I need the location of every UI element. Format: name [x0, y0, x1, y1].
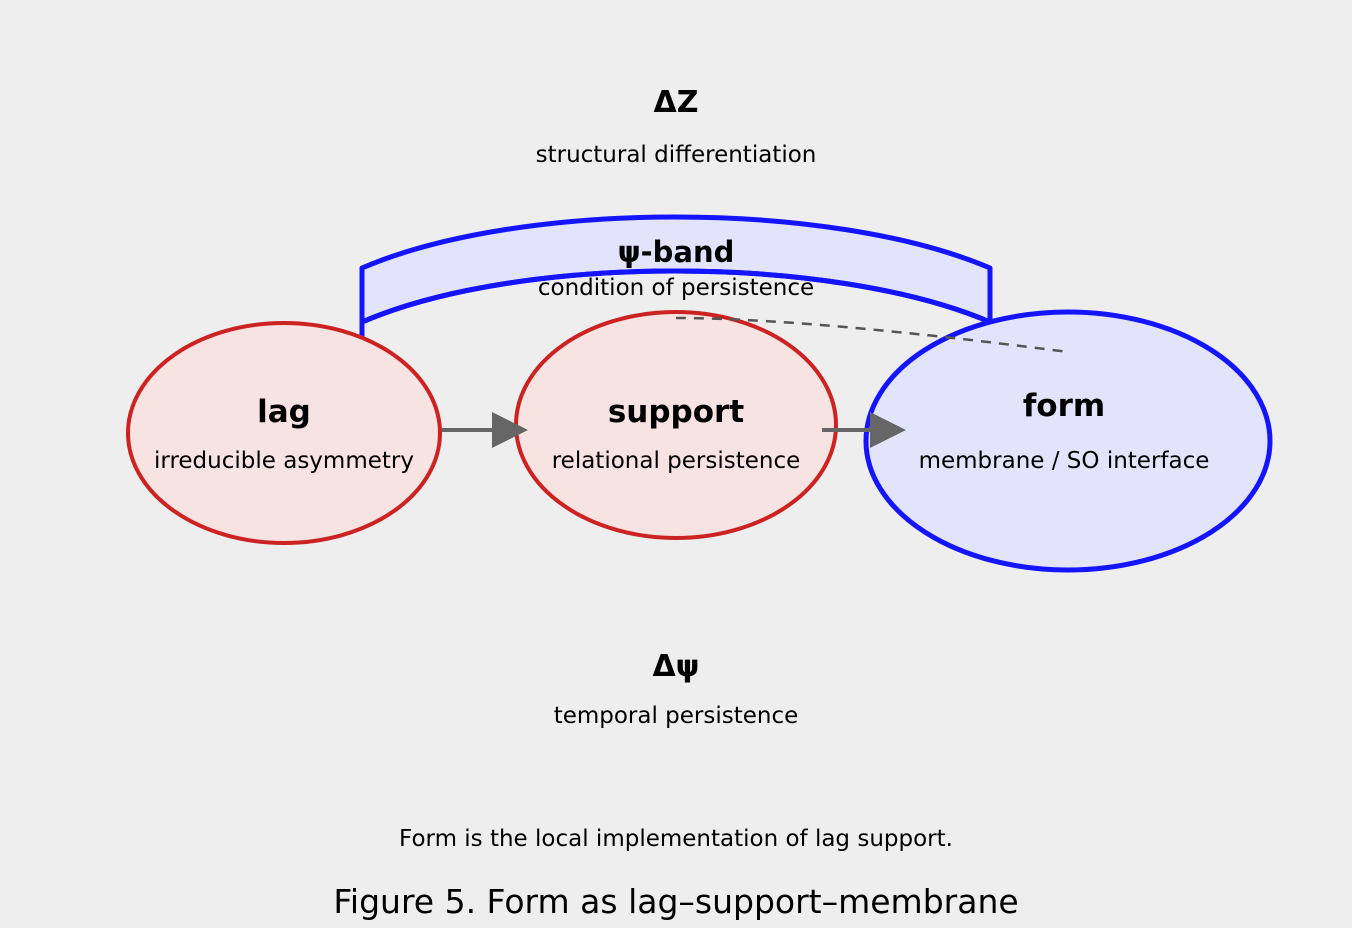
- node-form-shape[interactable]: [866, 312, 1270, 570]
- delta-z-title: ΔZ: [653, 85, 699, 120]
- node-lag-shape[interactable]: [128, 323, 440, 543]
- caption-note: Form is the local implementation of lag support.: [399, 826, 953, 852]
- psi-band-subtitle: condition of persistence: [537, 275, 815, 301]
- node-lag-subtitle: irreducible asymmetry: [154, 448, 414, 474]
- delta-psi-title: Δψ: [652, 649, 700, 684]
- node-support-title: support: [607, 394, 745, 430]
- psi-band-title: ψ-band: [617, 235, 735, 269]
- delta-psi-subtitle: temporal persistence: [553, 703, 799, 729]
- caption-title: Figure 5. Form as lag–support–membrane: [333, 882, 1019, 921]
- node-lag-title: lag: [257, 394, 311, 430]
- node-form-subtitle: membrane / SO interface: [918, 448, 1210, 474]
- node-support-subtitle: relational persistence: [551, 448, 801, 474]
- node-form-title: form: [1022, 388, 1106, 424]
- delta-z-subtitle: structural differentiation: [535, 142, 817, 168]
